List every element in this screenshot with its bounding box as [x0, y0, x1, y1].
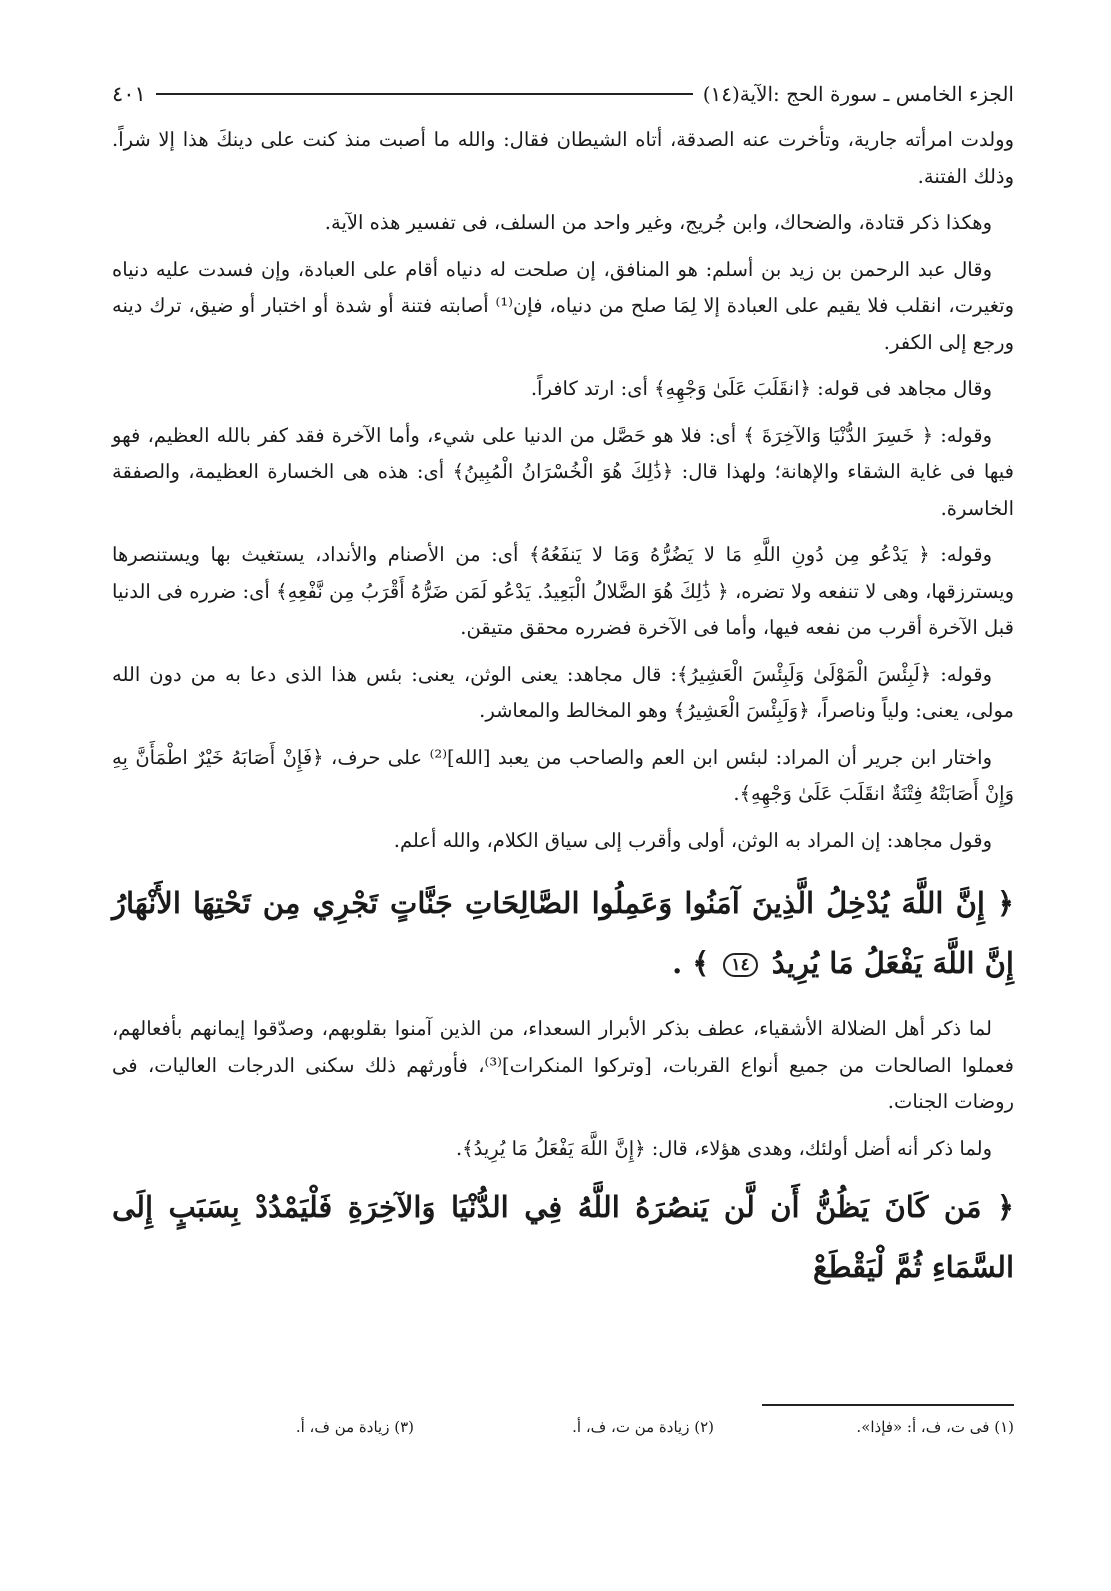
footnote-1: (١) فى ت، ف، أ: «فإذا».: [856, 1418, 1014, 1436]
paragraph: ولما ذكر أنه أضل أولئك، وهدى هؤلاء، قال: ﴿إِنَّ اللَّهَ يَفْعَلُ مَا يُرِيدُ﴾.: [455, 1136, 992, 1160]
running-header: [112, 74, 1014, 114]
header-title: الجزء الخامس ـ سورة الحج :الآية(١٤): [702, 82, 1014, 106]
paragraph: وقوله: ﴿ خَسِرَ الدُّنْيَا وَالآخِرَةَ ﴾ أى: فلا هو حَصَّل من الدنيا على شيء، وأما الآخرة فقد كفر بالله العظيم، فهو فيها فى غاية الشقاء والإهانة؛ ولهذا قال: ﴿ذَٰلِكَ هُوَ الْخُسْرَانُ الْمُبِينُ﴾ أى: هذه هى الخسارة العظيمة، والصفقة الخاسرة.: [112, 423, 1014, 520]
paragraph: وولدت امرأته جارية، وتأخرت عنه الصدقة، أتاه الشيطان فقال: والله ما أصبت منذ كنت على دينكَ هذا إلا شراً. وذلك الفتنة.: [112, 128, 1014, 188]
footnote-2: (٢) زيادة من ت، ف، أ.: [572, 1418, 714, 1436]
paragraph: وهكذا ذكر قتادة، والضحاك، وابن جُريج، وغير واحد من السلف، فى تفسير هذه الآية.: [324, 211, 992, 234]
quran-verse-14: [112, 873, 1014, 993]
footnote-3: (٣) زيادة من ف، أ.: [295, 1418, 414, 1436]
verse-text: ﴿ إِنَّ اللَّهَ يُدْخِلُ الَّذِينَ آمَنُوا وَعَمِلُوا الصَّالِحَاتِ جَنَّاتٍ تَجْرِي مِن تَحْتِهَا الأَنْهَارُ إِنَّ اللَّهَ يَفْعَلُ مَا يُرِيدُ: [112, 886, 1014, 980]
footnote-rule: [762, 1404, 1014, 1406]
paragraph: وقال عبد الرحمن بن زيد بن أسلم: هو المنافق، إن صلحت له دنياه أقام على العبادة، وإن فسدت عليه دنياه وتغيرت، انقلب فلا يقيم على العبادة إلا لِمَا صلح من دنياه، فإن⁽¹⁾ أصابته فتنة أو شدة أو اختبار أو ضيق، ترك دينه ورجع إلى الكفر.: [112, 257, 1014, 354]
paragraph: وقال مجاهد فى قوله: ﴿انقَلَبَ عَلَىٰ وَجْهِهِ﴾ أى: ارتد كافراً.: [530, 377, 992, 400]
paragraph: لما ذكر أهل الضلالة الأشقياء، عطف بذكر الأبرار السعداء، من الذين آمنوا بقلوبهم، وصدّقوا إيمانهم بأفعالهم، فعملوا الصالحات من جميع أنواع القربات، [وتركوا المنكرات]⁽³⁾، فأورثهم ذلك سكنى الدرجات العاليات، فى روضات الجنات.: [112, 1017, 1015, 1113]
paragraph: وقوله: ﴿لَبِئْسَ الْمَوْلَىٰ وَلَبِئْسَ الْعَشِيرُ﴾: قال مجاهد: يعنى الوثن، يعنى: بئس هذا الذى دعا به من دون الله مولى، يعنى: ولياً وناصراً، ﴿وَلَبِئْسَ الْعَشِيرُ﴾ وهو المخالط والمعاشر.: [112, 662, 1014, 722]
main-text: [112, 122, 1014, 1297]
header-rule: [156, 93, 693, 95]
paragraph: واختار ابن جرير أن المراد: لبئس ابن العم والصاحب من يعبد [الله]⁽²⁾ على حرف، ﴿فَإِنْ أَصَابَهُ خَيْرٌ اطْمَأَنَّ بِهِ وَإِنْ أَصَابَتْهُ فِتْنَةٌ انقَلَبَ عَلَىٰ وَجْهِهِ﴾.: [112, 745, 1014, 805]
ayah-number-marker: ١٤: [723, 953, 757, 977]
quran-verse-15: ﴿ مَن كَانَ يَظُنُّ أَن لَّن يَنصُرَهُ اللَّهُ فِي الدُّنْيَا وَالآخِرَةِ فَلْيَمْدُدْ بِسَبَبٍ إِلَى السَّمَاءِ ثُمَّ لْيَقْطَعْ: [112, 1190, 1014, 1284]
verse-close: ﴾ .: [672, 946, 710, 980]
footnotes: [112, 1418, 1014, 1436]
paragraph: وقوله: ﴿ يَدْعُو مِن دُونِ اللَّهِ مَا لا يَضُرُّهُ وَمَا لا يَنفَعُهُ﴾ أى: من الأصنام والأنداد، يستغيث بها ويستنصرها ويسترزقها، وهى لا تنفعه ولا تضره، ﴿ ذَٰلِكَ هُوَ الضَّلالُ الْبَعِيدُ. يَدْعُو لَمَن ضَرُّهُ أَقْرَبُ مِن نَّفْعِهِ﴾ أى: ضرره فى الدنيا قبل الآخرة أقرب من نفعه فيها، وأما فى الآخرة فضرره محقق متيقن.: [112, 543, 1014, 639]
page-number: ٤٠١: [112, 82, 146, 106]
paragraph: وقول مجاهد: إن المراد به الوثن، أولى وأقرب إلى سياق الكلام، والله أعلم.: [393, 828, 992, 852]
